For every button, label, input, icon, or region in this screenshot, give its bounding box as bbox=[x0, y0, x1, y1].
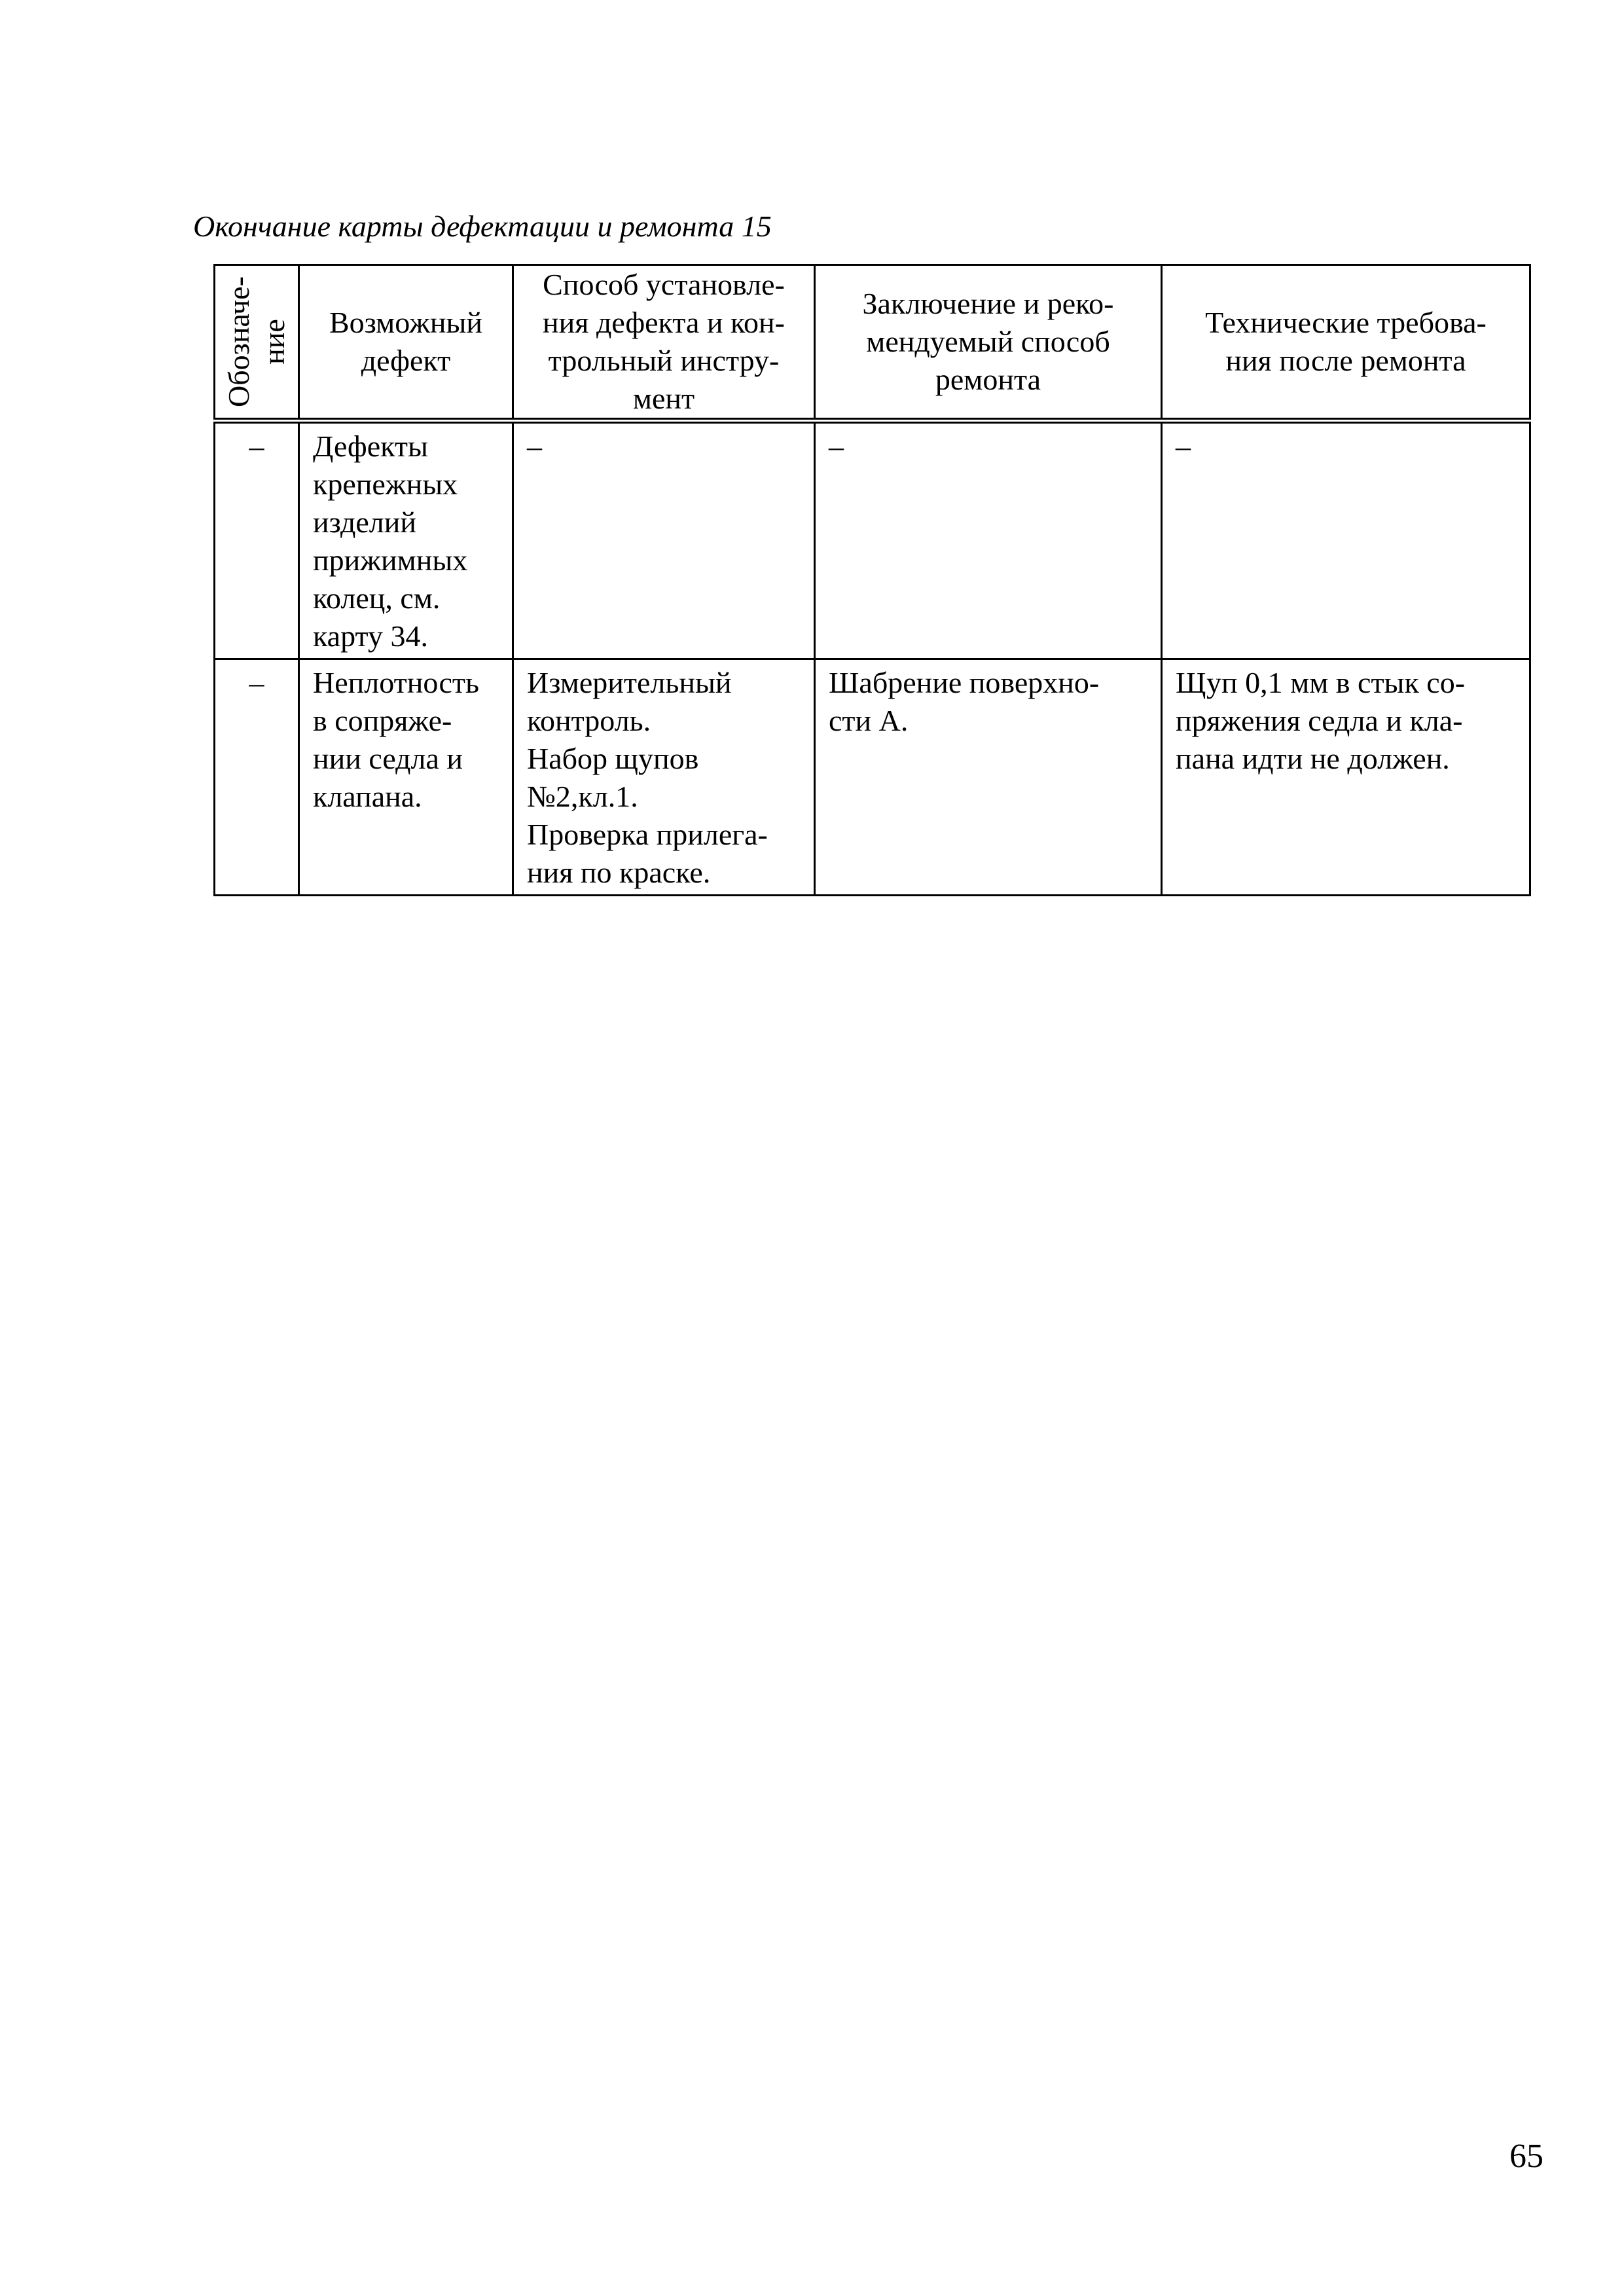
header-line: ния после ремонта bbox=[1225, 344, 1466, 377]
cell-line: Шабрение поверхно- bbox=[829, 666, 1100, 699]
header-line: ния дефекта и кон- bbox=[543, 306, 785, 339]
cell-line: контроль. bbox=[527, 704, 651, 737]
cell-conclusion bbox=[815, 659, 1162, 896]
defect-repair-card-table bbox=[213, 264, 1531, 896]
cell-conclusion bbox=[815, 421, 1162, 659]
cell-line: пряжения седла и кла- bbox=[1176, 704, 1463, 737]
page-number: 65 bbox=[1509, 2138, 1543, 2175]
cell-line: Щуп 0,1 мм в стык со- bbox=[1176, 666, 1466, 699]
header-line: ремонта bbox=[935, 363, 1041, 396]
header-line: Технические требова- bbox=[1205, 306, 1487, 339]
cell-line: ния по краске. bbox=[527, 856, 711, 889]
header-line: Способ установле- bbox=[543, 268, 785, 301]
cell-designation bbox=[215, 659, 299, 896]
cell-line: прижимных bbox=[313, 543, 468, 577]
cell-line: колец, см. bbox=[313, 581, 441, 615]
cell-requirements bbox=[1162, 421, 1530, 659]
cell-method bbox=[513, 659, 815, 896]
header-technical-requirements bbox=[1162, 265, 1530, 421]
cell-line: карту 34. bbox=[313, 619, 428, 653]
header-line: Возможный bbox=[329, 306, 483, 339]
cell-line: – bbox=[249, 429, 264, 463]
cell-line: крепежных bbox=[313, 467, 458, 501]
cell-defect bbox=[299, 421, 513, 659]
header-line: трольный инстру- bbox=[548, 344, 780, 377]
cell-line: №2,кл.1. bbox=[527, 780, 638, 813]
cell-line: пана идти не должен. bbox=[1176, 742, 1450, 775]
header-line: Заключение и реко- bbox=[862, 287, 1114, 320]
cell-line: клапана. bbox=[313, 780, 422, 813]
cell-defect bbox=[299, 659, 513, 896]
header-line: ние bbox=[257, 319, 291, 365]
cell-line: Неплотность bbox=[313, 666, 479, 699]
cell-method bbox=[513, 421, 815, 659]
cell-line: нии седла и bbox=[313, 742, 463, 775]
table-row bbox=[215, 421, 1530, 659]
header-line: мент bbox=[632, 382, 695, 415]
cell-requirements bbox=[1162, 659, 1530, 896]
header-possible-defect bbox=[299, 265, 513, 421]
table-row bbox=[215, 659, 1530, 896]
header-conclusion bbox=[815, 265, 1162, 421]
cell-line: в сопряже- bbox=[313, 704, 452, 737]
cell-line: – bbox=[829, 429, 844, 463]
header-line: мендуемый способ bbox=[866, 325, 1110, 358]
header-detection-method bbox=[513, 265, 815, 421]
cell-line: – bbox=[249, 666, 264, 699]
cell-line: Измерительный bbox=[527, 666, 732, 699]
header-designation bbox=[215, 265, 299, 421]
cell-line: – bbox=[527, 429, 542, 463]
header-line: дефект bbox=[361, 344, 451, 377]
table-header-row bbox=[215, 265, 1530, 421]
cell-line: сти А. bbox=[829, 704, 909, 737]
table-caption: Окончание карты дефектации и ремонта 15 bbox=[193, 210, 772, 243]
cell-line: изделий bbox=[313, 505, 416, 539]
cell-line: Дефекты bbox=[313, 429, 428, 463]
cell-line: Проверка прилега- bbox=[527, 818, 768, 851]
header-line: Обозначе- bbox=[222, 276, 255, 407]
cell-designation bbox=[215, 421, 299, 659]
cell-line: Набор щупов bbox=[527, 742, 699, 775]
cell-line: – bbox=[1176, 429, 1191, 463]
